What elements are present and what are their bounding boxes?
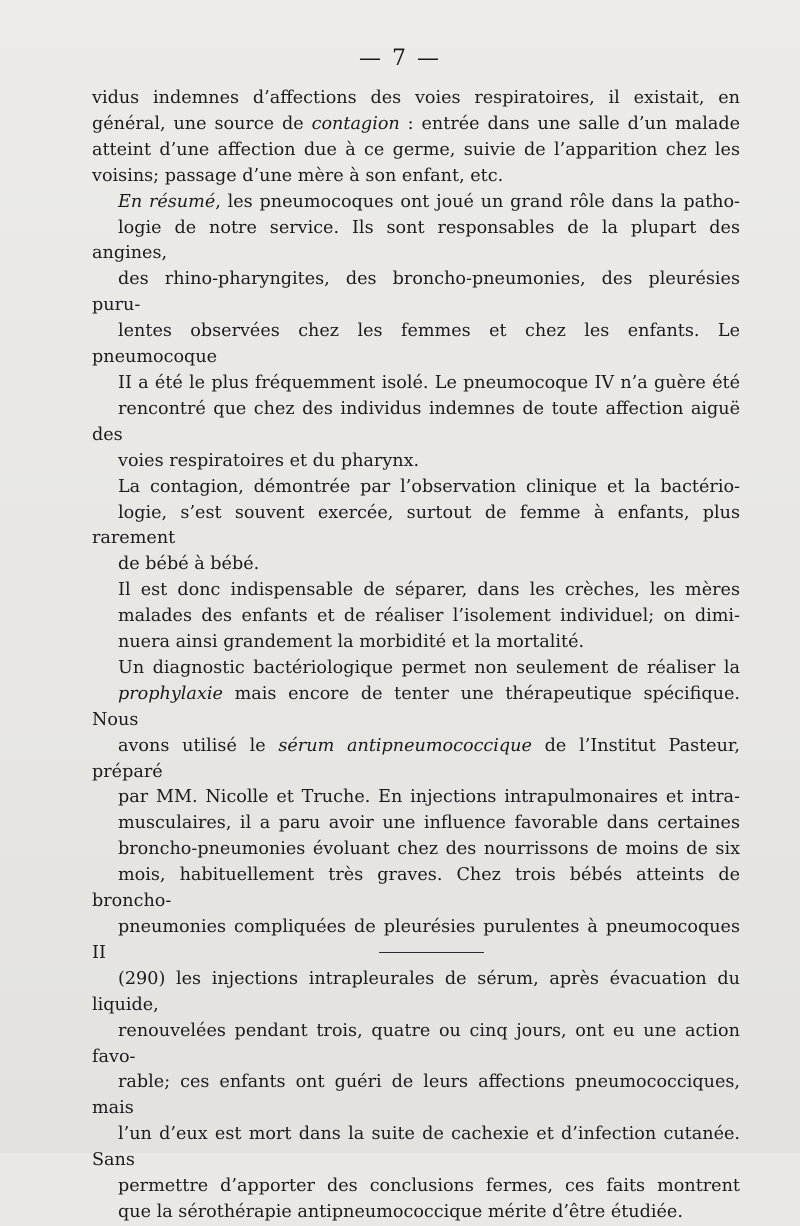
text-line: de bébé à bébé. — [118, 554, 260, 575]
text-line: pneumonies compliquées de pleurésies purulentes à pneumocoques II — [92, 917, 740, 963]
text-line: logie de notre service. Ils sont responsables de la plupart des angines, — [92, 217, 740, 264]
text-line: prophylaxie mais encore de tenter une thérapeutique spécifique. Nous — [92, 683, 740, 730]
text-line: II a été le plus fréquemment isolé. Le pneumocoque IV n’a guère été — [118, 372, 740, 393]
text-line: rencontré que chez des individus indemnes de toute affection aiguë des — [92, 398, 740, 445]
body-text — [92, 86, 740, 1226]
italic-term: En résumé — [118, 191, 216, 212]
text-line: malades des enfants et de réaliser l’isolement individuel; on dimi- — [118, 606, 740, 627]
italic-term: contagion — [311, 113, 400, 134]
text-line: atteint d’une affection due à ce germe, suivie de l’apparition chez les — [92, 139, 740, 160]
text-line: voisins; passage d’une mère à son enfant, etc. — [92, 165, 504, 186]
text-line: des rhino-pharyngites, des broncho-pneumonies, des pleurésies puru- — [92, 269, 740, 316]
text-line: logie, s’est souvent exercée, surtout de femme à enfants, plus rarement — [92, 502, 740, 549]
paragraph-2 — [92, 190, 740, 475]
text-line: nuera ainsi grandement la morbidité et la mortalité. — [118, 632, 585, 653]
italic-term: prophylaxie — [118, 683, 223, 704]
text-line: musculaires, il a paru avoir une influence favorable dans certaines — [118, 813, 740, 834]
italic-term: sérum antipneumococcique — [278, 735, 532, 756]
text-line: avons utilisé le sérum antipneumococcique de l’Institut Pasteur, préparé — [92, 735, 740, 782]
text-line: lentes observées chez les femmes et chez les enfants. Le pneumocoque — [92, 321, 740, 368]
text-line: voies respiratoires et du pharynx. — [118, 450, 420, 471]
text-line: rable; ces enfants ont guéri de leurs affections pneumococciques, mais — [92, 1072, 740, 1119]
paragraph-5 — [92, 656, 740, 1226]
text-line: La contagion, démontrée par l’observation clinique et la bactério- — [118, 476, 740, 497]
text-line: (290) les injections intrapleurales de sérum, après évacuation du liquide, — [92, 968, 740, 1015]
text-line: permettre d’apporter des conclusions fermes, ces faits montrent — [118, 1176, 740, 1197]
section-rule — [379, 952, 484, 953]
text-line: Un diagnostic bactériologique permet non seulement de réaliser la — [118, 657, 740, 678]
text-line: renouvelées pendant trois, quatre ou cinq jours, ont eu une action favo- — [92, 1020, 740, 1067]
text-line: vidus indemnes d’affections des voies respiratoires, il existait, en — [92, 88, 740, 108]
text-line: général, une source de contagion : entrée dans une salle d’un malade — [92, 113, 740, 134]
text-line: que la sérothérapie antipneumococcique mérite d’être étudiée. — [118, 1201, 683, 1222]
paragraph-4 — [92, 578, 740, 656]
paragraph-1 — [92, 86, 740, 190]
text-line: mois, habituellement très graves. Chez trois bébés atteints de broncho- — [92, 865, 740, 912]
text-line: par MM. Nicolle et Truche. En injections intrapulmonaires et intra- — [118, 787, 740, 808]
text-line: Il est donc indispensable de séparer, dans les crèches, les mères — [118, 580, 740, 601]
text-line: broncho-pneumonies évoluant chez des nourrissons de moins de six — [118, 839, 740, 860]
text-line: l’un d’eux est mort dans la suite de cachexie et d’infection cutanée. Sans — [92, 1124, 740, 1171]
paragraph-3 — [92, 475, 740, 579]
page-number: — 7 — — [359, 46, 441, 71]
text-line: En résumé, les pneumocoques ont joué un grand rôle dans la patho- — [118, 191, 741, 212]
